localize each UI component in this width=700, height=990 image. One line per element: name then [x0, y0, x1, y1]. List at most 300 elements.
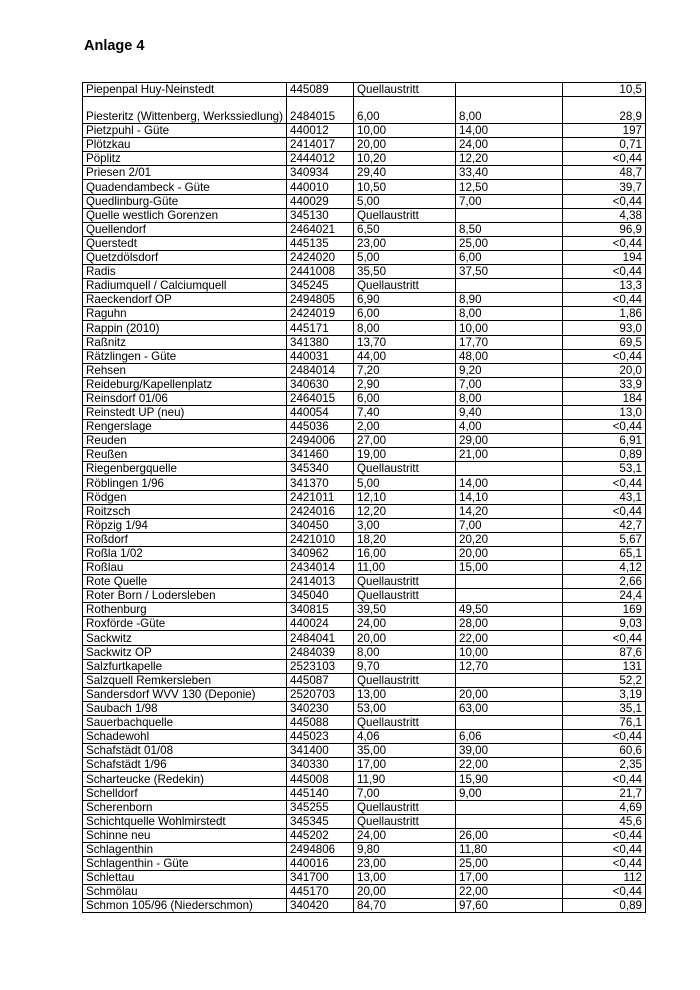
cell-depth-from: 8,00 [354, 321, 456, 335]
cell-value: 184 [563, 391, 646, 405]
cell-depth-from: 5,00 [354, 250, 456, 264]
cell-value: <0,44 [563, 504, 646, 518]
cell-name: Rappin (2010) [83, 321, 287, 335]
cell-value: 69,5 [563, 335, 646, 349]
table-row [83, 744, 646, 758]
cell-depth-from: 20,00 [354, 631, 456, 645]
table-row [83, 504, 646, 518]
cell-depth-from: 10,00 [354, 124, 456, 138]
cell-name: Pietzpuhl - Güte [83, 124, 287, 138]
cell-id: 440031 [287, 349, 354, 363]
cell-value: 87,6 [563, 645, 646, 659]
cell-depth-to: 20,00 [456, 687, 563, 701]
cell-depth-to: 6,06 [456, 730, 563, 744]
cell-value: 60,6 [563, 744, 646, 758]
cell-id: 340330 [287, 758, 354, 772]
cell-name: Salzquell Remkersleben [83, 673, 287, 687]
cell-value: <0,44 [563, 152, 646, 166]
cell-value: 42,7 [563, 518, 646, 532]
table-row [83, 222, 646, 236]
cell-depth-to: 25,00 [456, 236, 563, 250]
cell-depth-from: 7,40 [354, 405, 456, 419]
cell-id: 2441008 [287, 265, 354, 279]
cell-id: 340420 [287, 899, 354, 913]
cell-depth-from: 5,00 [354, 194, 456, 208]
cell-depth-from: Quellaustritt [354, 673, 456, 687]
cell-value: 1,86 [563, 307, 646, 321]
table-row [83, 899, 646, 913]
cell-depth-to [456, 716, 563, 730]
cell-depth-to: 10,00 [456, 321, 563, 335]
cell-value: 3,19 [563, 687, 646, 701]
cell-name: Raguhn [83, 307, 287, 321]
cell-name: Schlagenthin [83, 842, 287, 856]
cell-depth-to: 10,00 [456, 645, 563, 659]
cell-id: 2424016 [287, 504, 354, 518]
cell-name: Pöplitz [83, 152, 287, 166]
cell-depth-to: 39,00 [456, 744, 563, 758]
table-row [83, 194, 646, 208]
table-row [83, 335, 646, 349]
cell-value: 24,4 [563, 589, 646, 603]
cell-value: 4,69 [563, 800, 646, 814]
cell-id: 341380 [287, 335, 354, 349]
cell-depth-from: 2,90 [354, 377, 456, 391]
cell-value: 10,5 [563, 83, 646, 97]
cell-id: 445089 [287, 83, 354, 97]
cell-value: 93,0 [563, 321, 646, 335]
cell-name: Schinne neu [83, 828, 287, 842]
cell-depth-from: 20,00 [354, 138, 456, 152]
cell-value: 96,9 [563, 222, 646, 236]
cell-id: 445036 [287, 420, 354, 434]
cell-name: Sauerbachquelle [83, 716, 287, 730]
table-row [83, 307, 646, 321]
table-row [83, 208, 646, 222]
cell-name: Reideburg/Kapellenplatz [83, 377, 287, 391]
table-row [83, 138, 646, 152]
cell-name: Reußen [83, 448, 287, 462]
table-row [83, 701, 646, 715]
table-row [83, 462, 646, 476]
cell-name: Röpzig 1/94 [83, 518, 287, 532]
cell-name: Plötzkau [83, 138, 287, 152]
cell-depth-from: 10,50 [354, 180, 456, 194]
cell-value: 35,1 [563, 701, 646, 715]
cell-name: Schafstädt 01/08 [83, 744, 287, 758]
cell-name: Radis [83, 265, 287, 279]
table-row [83, 631, 646, 645]
cell-depth-to: 14,10 [456, 490, 563, 504]
cell-depth-to: 8,00 [456, 97, 563, 124]
cell-name: Roitzsch [83, 504, 287, 518]
cell-id: 341460 [287, 448, 354, 462]
cell-depth-to: 7,00 [456, 377, 563, 391]
cell-depth-to: 6,00 [456, 250, 563, 264]
cell-depth-from: 9,70 [354, 659, 456, 673]
cell-name: Piepenpal Huy-Neinstedt [83, 83, 287, 97]
cell-depth-from: 19,00 [354, 448, 456, 462]
cell-name: Schichtquelle Wohlmirstedt [83, 814, 287, 828]
cell-id: 445088 [287, 716, 354, 730]
cell-name: Sackwitz [83, 631, 287, 645]
cell-depth-to: 33,40 [456, 166, 563, 180]
cell-depth-from: 13,00 [354, 687, 456, 701]
cell-depth-from: 44,00 [354, 349, 456, 363]
cell-id: 340815 [287, 603, 354, 617]
table-row [83, 645, 646, 659]
cell-depth-to: 22,00 [456, 885, 563, 899]
table-row [83, 166, 646, 180]
cell-value: 131 [563, 659, 646, 673]
cell-id: 445008 [287, 772, 354, 786]
cell-id: 345340 [287, 462, 354, 476]
cell-id: 445170 [287, 885, 354, 899]
cell-value: 48,7 [563, 166, 646, 180]
cell-value: <0,44 [563, 772, 646, 786]
cell-depth-from: 16,00 [354, 546, 456, 560]
cell-id: 445171 [287, 321, 354, 335]
table-row [83, 518, 646, 532]
table-row [83, 434, 646, 448]
table-row [83, 659, 646, 673]
page-heading: Anlage 4 [84, 38, 145, 54]
cell-value: <0,44 [563, 420, 646, 434]
table-row [83, 349, 646, 363]
table-row [83, 828, 646, 842]
table-row [83, 885, 646, 899]
table-row [83, 871, 646, 885]
cell-value: 197 [563, 124, 646, 138]
cell-depth-to [456, 673, 563, 687]
cell-depth-to: 21,00 [456, 448, 563, 462]
cell-id: 445023 [287, 730, 354, 744]
cell-depth-to: 63,00 [456, 701, 563, 715]
table-row [83, 758, 646, 772]
cell-id: 2414017 [287, 138, 354, 152]
cell-depth-from: 39,50 [354, 603, 456, 617]
cell-id: 2464021 [287, 222, 354, 236]
cell-value: 0,89 [563, 899, 646, 913]
cell-value: 0,71 [563, 138, 646, 152]
cell-value: 2,35 [563, 758, 646, 772]
cell-name: Schelldorf [83, 786, 287, 800]
cell-depth-to: 14,00 [456, 476, 563, 490]
table-row [83, 265, 646, 279]
cell-id: 345245 [287, 279, 354, 293]
cell-value: 28,9 [563, 97, 646, 124]
table-row [83, 152, 646, 166]
cell-id: 440016 [287, 856, 354, 870]
cell-depth-to: 22,00 [456, 758, 563, 772]
cell-value: 65,1 [563, 546, 646, 560]
table-row [83, 293, 646, 307]
cell-depth-from: 7,00 [354, 786, 456, 800]
cell-depth-to: 29,00 [456, 434, 563, 448]
table-row [83, 842, 646, 856]
cell-depth-to: 14,00 [456, 124, 563, 138]
cell-name: Scherenborn [83, 800, 287, 814]
table-row [83, 687, 646, 701]
cell-value: <0,44 [563, 293, 646, 307]
cell-value: 76,1 [563, 716, 646, 730]
cell-value: 13,0 [563, 405, 646, 419]
cell-value: <0,44 [563, 842, 646, 856]
cell-name: Roxförde -Güte [83, 617, 287, 631]
cell-depth-from: 35,00 [354, 744, 456, 758]
cell-depth-from: 24,00 [354, 617, 456, 631]
cell-depth-to: 8,00 [456, 307, 563, 321]
cell-id: 340230 [287, 701, 354, 715]
cell-id: 2421011 [287, 490, 354, 504]
cell-name: Reinstedt UP (neu) [83, 405, 287, 419]
table-row [83, 617, 646, 631]
cell-depth-from: Quellaustritt [354, 589, 456, 603]
cell-depth-to: 20,20 [456, 532, 563, 546]
cell-id: 2520703 [287, 687, 354, 701]
cell-id: 2494805 [287, 293, 354, 307]
cell-value: <0,44 [563, 194, 646, 208]
table-row [83, 236, 646, 250]
cell-name: Roter Born / Lodersleben [83, 589, 287, 603]
cell-id: 341700 [287, 871, 354, 885]
cell-name: Schlettau [83, 871, 287, 885]
cell-name: Rote Quelle [83, 575, 287, 589]
cell-name: Sackwitz OP [83, 645, 287, 659]
cell-name: Raeckendorf OP [83, 293, 287, 307]
table-row [83, 786, 646, 800]
table-row [83, 575, 646, 589]
cell-id: 2424020 [287, 250, 354, 264]
cell-depth-to: 8,50 [456, 222, 563, 236]
cell-value: 39,7 [563, 180, 646, 194]
cell-value: 4,12 [563, 561, 646, 575]
cell-id: 445087 [287, 673, 354, 687]
cell-depth-from: Quellaustritt [354, 716, 456, 730]
cell-depth-to: 9,20 [456, 363, 563, 377]
table-row [83, 321, 646, 335]
cell-name: Schafstädt 1/96 [83, 758, 287, 772]
data-table [82, 82, 646, 913]
cell-id: 2421010 [287, 532, 354, 546]
cell-id: 340630 [287, 377, 354, 391]
cell-id: 340962 [287, 546, 354, 560]
cell-value: 53,1 [563, 462, 646, 476]
cell-value: 169 [563, 603, 646, 617]
cell-value: <0,44 [563, 885, 646, 899]
cell-id: 2434014 [287, 561, 354, 575]
cell-depth-from: 35,50 [354, 265, 456, 279]
cell-name: Saubach 1/98 [83, 701, 287, 715]
cell-depth-to [456, 462, 563, 476]
cell-id: 2424019 [287, 307, 354, 321]
cell-value: <0,44 [563, 828, 646, 842]
cell-depth-from: Quellaustritt [354, 800, 456, 814]
table-row [83, 589, 646, 603]
table-row [83, 420, 646, 434]
cell-depth-to: 7,00 [456, 518, 563, 532]
cell-depth-to: 15,90 [456, 772, 563, 786]
cell-id: 440024 [287, 617, 354, 631]
cell-depth-from: 84,70 [354, 899, 456, 913]
table-row [83, 561, 646, 575]
cell-id: 440029 [287, 194, 354, 208]
cell-name: Riegenbergquelle [83, 462, 287, 476]
cell-depth-to: 37,50 [456, 265, 563, 279]
cell-depth-from: Quellaustritt [354, 208, 456, 222]
cell-depth-to: 4,00 [456, 420, 563, 434]
cell-depth-to [456, 208, 563, 222]
cell-name: Schlagenthin - Güte [83, 856, 287, 870]
cell-depth-from: 6,50 [354, 222, 456, 236]
cell-value: 9,03 [563, 617, 646, 631]
cell-value: 0,89 [563, 448, 646, 462]
table-body [83, 83, 646, 913]
cell-value: 21,7 [563, 786, 646, 800]
cell-id: 345255 [287, 800, 354, 814]
cell-id: 440012 [287, 124, 354, 138]
cell-depth-to: 14,20 [456, 504, 563, 518]
cell-id: 2444012 [287, 152, 354, 166]
cell-depth-from: 6,00 [354, 97, 456, 124]
cell-id: 2464015 [287, 391, 354, 405]
cell-name: Roßdorf [83, 532, 287, 546]
cell-value: <0,44 [563, 349, 646, 363]
cell-id: 2484014 [287, 363, 354, 377]
cell-name: Priesen 2/01 [83, 166, 287, 180]
cell-depth-from: Quellaustritt [354, 83, 456, 97]
cell-depth-to: 26,00 [456, 828, 563, 842]
cell-id: 340934 [287, 166, 354, 180]
cell-depth-from: 12,10 [354, 490, 456, 504]
cell-depth-from: 4,06 [354, 730, 456, 744]
cell-id: 2494006 [287, 434, 354, 448]
cell-depth-from: 17,00 [354, 758, 456, 772]
cell-id: 445135 [287, 236, 354, 250]
cell-depth-to: 9,00 [456, 786, 563, 800]
table-row [83, 532, 646, 546]
cell-id: 2484039 [287, 645, 354, 659]
table-row [83, 279, 646, 293]
table-row [83, 730, 646, 744]
cell-value: <0,44 [563, 856, 646, 870]
cell-value: 43,1 [563, 490, 646, 504]
cell-depth-from: 20,00 [354, 885, 456, 899]
cell-depth-from: Quellaustritt [354, 462, 456, 476]
table-row [83, 405, 646, 419]
cell-depth-to [456, 800, 563, 814]
table-row [83, 391, 646, 405]
cell-name: Querstedt [83, 236, 287, 250]
cell-depth-to: 24,00 [456, 138, 563, 152]
cell-depth-to: 97,60 [456, 899, 563, 913]
table-row [83, 603, 646, 617]
cell-id: 440054 [287, 405, 354, 419]
cell-depth-from: Quellaustritt [354, 575, 456, 589]
cell-name: Schadewohl [83, 730, 287, 744]
cell-depth-from: 23,00 [354, 236, 456, 250]
table-row [83, 546, 646, 560]
cell-name: Roßla 1/02 [83, 546, 287, 560]
cell-name: Reinsdorf 01/06 [83, 391, 287, 405]
cell-id: 341370 [287, 476, 354, 490]
cell-depth-from: 3,00 [354, 518, 456, 532]
cell-value: 5,67 [563, 532, 646, 546]
cell-value: <0,44 [563, 236, 646, 250]
cell-id: 2494806 [287, 842, 354, 856]
cell-depth-to: 9,40 [456, 405, 563, 419]
cell-depth-to [456, 589, 563, 603]
cell-value: 4,38 [563, 208, 646, 222]
cell-id: 445140 [287, 786, 354, 800]
cell-name: Piesteritz (Wittenberg, Werkssiedlung) [83, 97, 287, 124]
table-row [83, 363, 646, 377]
cell-depth-from: Quellaustritt [354, 814, 456, 828]
cell-value: 194 [563, 250, 646, 264]
cell-name: Quetzdölsdorf [83, 250, 287, 264]
cell-depth-from: 6,90 [354, 293, 456, 307]
cell-name: Radiumquell / Calciumquell [83, 279, 287, 293]
cell-id: 340450 [287, 518, 354, 532]
cell-depth-to: 12,20 [456, 152, 563, 166]
cell-value: 33,9 [563, 377, 646, 391]
cell-depth-to: 25,00 [456, 856, 563, 870]
cell-depth-to [456, 279, 563, 293]
cell-id: 2484015 [287, 97, 354, 124]
cell-depth-from: 13,70 [354, 335, 456, 349]
table-row [83, 97, 646, 124]
cell-name: Rödgen [83, 490, 287, 504]
cell-value: 2,66 [563, 575, 646, 589]
table-row [83, 814, 646, 828]
cell-depth-to: 12,70 [456, 659, 563, 673]
cell-name: Sandersdorf WVV 130 (Deponie) [83, 687, 287, 701]
cell-depth-from: 7,20 [354, 363, 456, 377]
cell-depth-from: 18,20 [354, 532, 456, 546]
cell-name: Quellendorf [83, 222, 287, 236]
cell-name: Reuden [83, 434, 287, 448]
cell-value: 13,3 [563, 279, 646, 293]
table-row [83, 124, 646, 138]
cell-name: Raßnitz [83, 335, 287, 349]
cell-value: 112 [563, 871, 646, 885]
cell-depth-from: 27,00 [354, 434, 456, 448]
cell-value: 6,91 [563, 434, 646, 448]
cell-depth-to [456, 83, 563, 97]
cell-name: Scharteucke (Redekin) [83, 772, 287, 786]
cell-id: 445202 [287, 828, 354, 842]
cell-name: Schmölau [83, 885, 287, 899]
table-row [83, 180, 646, 194]
cell-id: 2414013 [287, 575, 354, 589]
cell-depth-from: 13,00 [354, 871, 456, 885]
cell-value: <0,44 [563, 631, 646, 645]
cell-value: <0,44 [563, 476, 646, 490]
cell-id: 2523103 [287, 659, 354, 673]
table-row [83, 250, 646, 264]
cell-depth-to: 49,50 [456, 603, 563, 617]
table-row [83, 490, 646, 504]
table-row [83, 716, 646, 730]
cell-depth-from: 8,00 [354, 645, 456, 659]
cell-depth-to [456, 575, 563, 589]
cell-value: <0,44 [563, 730, 646, 744]
cell-depth-from: 12,20 [354, 504, 456, 518]
cell-id: 2484041 [287, 631, 354, 645]
cell-value: 45,6 [563, 814, 646, 828]
cell-name: Schmon 105/96 (Niederschmon) [83, 899, 287, 913]
cell-name: Rengerslage [83, 420, 287, 434]
